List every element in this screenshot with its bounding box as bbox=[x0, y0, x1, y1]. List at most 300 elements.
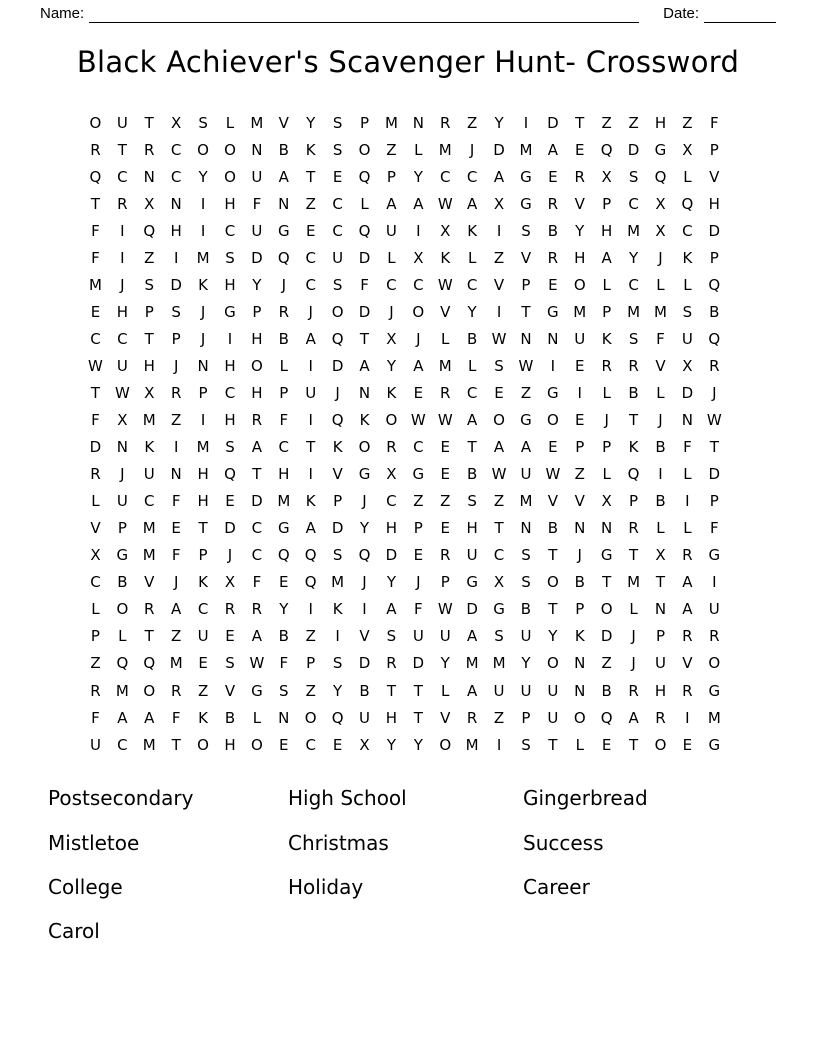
grid-letter: O bbox=[573, 708, 586, 727]
grid-letter: N bbox=[601, 519, 613, 538]
grid-letter: C bbox=[466, 275, 478, 294]
grid-letter: G bbox=[708, 735, 721, 754]
grid-letter: S bbox=[332, 113, 343, 132]
grid-letter: R bbox=[628, 681, 639, 700]
grid-letter: F bbox=[279, 411, 289, 430]
grid-letter: F bbox=[252, 194, 262, 213]
grid-letter: T bbox=[521, 302, 531, 321]
grid-letter: L bbox=[441, 681, 450, 700]
grid-letter: R bbox=[144, 140, 155, 159]
word-list bbox=[48, 776, 816, 954]
grid-letter: K bbox=[332, 438, 343, 457]
grid-letter: Z bbox=[171, 411, 182, 430]
grid-letter: M bbox=[654, 302, 667, 321]
grid-letter: U bbox=[116, 113, 128, 132]
grid-letter: N bbox=[547, 329, 559, 348]
grid-letter: Y bbox=[333, 681, 343, 700]
grid-letter: O bbox=[197, 735, 209, 754]
grid-letter: V bbox=[440, 708, 451, 727]
grid-letter: M bbox=[492, 654, 506, 673]
grid-letter: U bbox=[520, 627, 532, 646]
grid-letter: D bbox=[331, 356, 344, 375]
grid-letter: W bbox=[249, 654, 265, 673]
grid-letter: L bbox=[252, 708, 262, 727]
grid-letter: N bbox=[520, 519, 532, 538]
grid-letter: O bbox=[358, 438, 371, 457]
grid-letter: N bbox=[574, 681, 586, 700]
grid-letter: E bbox=[548, 167, 558, 186]
grid-letter: R bbox=[224, 600, 236, 619]
grid-letter: E bbox=[548, 275, 558, 294]
grid-letter: E bbox=[575, 411, 585, 430]
grid-letter: I bbox=[173, 438, 179, 457]
grid-letter: X bbox=[359, 735, 370, 754]
grid-letter: H bbox=[224, 275, 236, 294]
grid-letter: D bbox=[708, 221, 721, 240]
grid-letter: R bbox=[90, 465, 101, 484]
grid-letter: C bbox=[251, 519, 263, 538]
grid-letter: Q bbox=[627, 465, 640, 484]
grid-letter: N bbox=[251, 140, 263, 159]
grid-letter: U bbox=[116, 356, 128, 375]
grid-letter: Y bbox=[628, 248, 639, 267]
grid-letter: V bbox=[90, 519, 101, 538]
grid-letter: E bbox=[225, 627, 235, 646]
grid-letter: T bbox=[655, 573, 666, 592]
grid-letter: P bbox=[386, 167, 396, 186]
grid-letter: T bbox=[306, 167, 316, 186]
grid-letter: Q bbox=[116, 654, 129, 673]
grid-letter: K bbox=[574, 627, 585, 646]
grid-letter: V bbox=[224, 681, 236, 700]
grid-letter: X bbox=[655, 221, 666, 240]
grid-letter: M bbox=[438, 356, 452, 375]
grid-letter: Z bbox=[386, 140, 397, 159]
grid-letter: H bbox=[143, 356, 155, 375]
grid-letter: M bbox=[438, 140, 452, 159]
grid-letter: X bbox=[655, 194, 666, 213]
grid-letter: C bbox=[466, 167, 478, 186]
grid-letter: W bbox=[491, 465, 507, 484]
grid-letter: J bbox=[631, 654, 636, 673]
grid-letter: W bbox=[437, 194, 453, 213]
name-blank-line bbox=[89, 7, 639, 23]
grid-letter: I bbox=[120, 248, 125, 267]
grid-letter: S bbox=[521, 735, 531, 754]
grid-letter: R bbox=[117, 194, 128, 213]
grid-letter: X bbox=[144, 194, 155, 213]
grid-letter: S bbox=[332, 275, 343, 294]
grid-letter: J bbox=[173, 573, 179, 592]
grid-letter: O bbox=[493, 411, 505, 430]
grid-letter: G bbox=[251, 681, 263, 700]
grid-letter: Z bbox=[682, 113, 693, 132]
grid-letter: X bbox=[493, 194, 505, 213]
grid-letter: K bbox=[198, 275, 208, 294]
grid-letter: Z bbox=[574, 465, 585, 484]
grid-letter: S bbox=[198, 113, 208, 132]
grid-letter: C bbox=[224, 383, 236, 402]
grid-letter: P bbox=[171, 329, 181, 348]
grid-letter: S bbox=[225, 438, 235, 457]
grid-letter: E bbox=[305, 221, 316, 240]
grid-letter: H bbox=[601, 221, 613, 240]
grid-letter: O bbox=[116, 600, 129, 619]
grid-letter: C bbox=[413, 438, 424, 457]
grid-letter: O bbox=[546, 411, 559, 430]
grid-letter: T bbox=[548, 735, 558, 754]
grid-letter: E bbox=[494, 383, 504, 402]
grid-letter: B bbox=[628, 383, 639, 402]
grid-letter: F bbox=[171, 546, 181, 565]
grid-letter: L bbox=[279, 356, 288, 375]
word-list-item: College bbox=[48, 875, 123, 900]
grid-letter: T bbox=[602, 573, 612, 592]
grid-letter: X bbox=[655, 546, 666, 565]
grid-letter: E bbox=[198, 654, 208, 673]
grid-letter: M bbox=[465, 735, 479, 754]
grid-letter: D bbox=[412, 654, 425, 673]
grid-letter: W bbox=[114, 383, 130, 402]
grid-letter: T bbox=[90, 194, 101, 213]
grid-letter: R bbox=[144, 600, 155, 619]
grid-letter: B bbox=[278, 627, 289, 646]
grid-letter: U bbox=[89, 735, 101, 754]
grid-letter: I bbox=[523, 113, 529, 132]
grid-letter: L bbox=[683, 167, 692, 186]
grid-letter: Y bbox=[386, 573, 396, 592]
grid-letter: M bbox=[707, 708, 721, 727]
grid-letter: A bbox=[251, 438, 263, 457]
grid-letter: Y bbox=[413, 167, 423, 186]
grid-letter: L bbox=[467, 356, 477, 375]
grid-letter: L bbox=[656, 519, 665, 538]
grid-letter: M bbox=[142, 411, 156, 430]
grid-letter: B bbox=[224, 708, 236, 727]
grid-letter: Q bbox=[681, 194, 694, 213]
grid-letter: U bbox=[332, 248, 344, 267]
grid-letter: P bbox=[629, 492, 639, 511]
grid-letter: G bbox=[412, 465, 425, 484]
grid-letter: A bbox=[413, 194, 424, 213]
grid-letter: X bbox=[224, 573, 236, 592]
grid-letter: D bbox=[708, 465, 721, 484]
grid-letter: A bbox=[386, 194, 397, 213]
grid-letter: C bbox=[144, 492, 155, 511]
grid-letter: U bbox=[708, 600, 720, 619]
grid-letter: A bbox=[493, 167, 505, 186]
grid-letter: S bbox=[332, 546, 343, 565]
grid-letter: E bbox=[413, 546, 424, 565]
grid-letter: K bbox=[601, 329, 612, 348]
grid-letter: R bbox=[682, 546, 693, 565]
grid-letter: P bbox=[602, 438, 612, 457]
grid-letter: Q bbox=[277, 546, 290, 565]
grid-letter: K bbox=[305, 492, 316, 511]
grid-letter: B bbox=[601, 681, 612, 700]
grid-letter: J bbox=[281, 275, 287, 294]
grid-letter: K bbox=[359, 411, 370, 430]
grid-letter: B bbox=[655, 492, 666, 511]
grid-letter: F bbox=[91, 221, 100, 240]
grid-letter: R bbox=[655, 708, 666, 727]
grid-letter: Z bbox=[144, 248, 155, 267]
grid-letter: U bbox=[574, 329, 586, 348]
grid-letter: B bbox=[278, 140, 289, 159]
grid-letter: P bbox=[413, 519, 423, 538]
grid-letter: D bbox=[358, 654, 371, 673]
grid-letter: V bbox=[682, 654, 693, 673]
grid-letter: X bbox=[386, 465, 397, 484]
grid-letter: T bbox=[494, 519, 504, 538]
grid-letter: P bbox=[575, 438, 585, 457]
grid-letter: S bbox=[144, 275, 155, 294]
grid-letter: Z bbox=[601, 113, 612, 132]
grid-letter: R bbox=[601, 356, 612, 375]
grid-letter: G bbox=[654, 140, 667, 159]
grid-letter: U bbox=[547, 681, 559, 700]
grid-letter: I bbox=[335, 627, 340, 646]
grid-letter: M bbox=[519, 492, 533, 511]
grid-letter: Z bbox=[493, 708, 505, 727]
grid-letter: S bbox=[494, 627, 504, 646]
grid-letter: R bbox=[574, 167, 585, 186]
grid-letter: U bbox=[466, 546, 478, 565]
grid-letter: Z bbox=[305, 681, 316, 700]
grid-letter: B bbox=[466, 465, 478, 484]
grid-letter: D bbox=[547, 113, 559, 132]
grid-letter: M bbox=[627, 573, 641, 592]
grid-letter: F bbox=[709, 113, 719, 132]
grid-letter: U bbox=[116, 492, 128, 511]
grid-letter: G bbox=[466, 573, 478, 592]
grid-letter: O bbox=[224, 167, 236, 186]
grid-letter: L bbox=[118, 627, 127, 646]
grid-letter: T bbox=[575, 113, 585, 132]
grid-letter: J bbox=[577, 546, 582, 565]
grid-letter: I bbox=[173, 248, 179, 267]
grid-letter: L bbox=[467, 248, 477, 267]
grid-letter: V bbox=[359, 627, 370, 646]
grid-letter: U bbox=[412, 627, 424, 646]
grid-letter: V bbox=[144, 573, 155, 592]
grid-letter: L bbox=[91, 600, 100, 619]
grid-letter: A bbox=[278, 167, 289, 186]
grid-letter: P bbox=[709, 492, 719, 511]
grid-letter: Q bbox=[331, 708, 344, 727]
grid-letter: J bbox=[416, 329, 421, 348]
grid-letter: I bbox=[308, 465, 313, 484]
grid-letter: U bbox=[251, 167, 263, 186]
grid-letter: Z bbox=[305, 627, 316, 646]
wordsearch-grid bbox=[82, 109, 816, 758]
grid-letter: H bbox=[708, 194, 720, 213]
grid-letter: P bbox=[359, 113, 370, 132]
grid-letter: T bbox=[628, 411, 639, 430]
grid-letter: O bbox=[89, 113, 102, 132]
grid-letter: P bbox=[117, 519, 127, 538]
grid-letter: U bbox=[520, 681, 532, 700]
grid-letter: Y bbox=[548, 627, 558, 646]
grid-letter: O bbox=[250, 356, 263, 375]
grid-letter: I bbox=[712, 573, 717, 592]
grid-letter: Y bbox=[521, 654, 531, 673]
grid-letter: N bbox=[197, 356, 209, 375]
grid-letter: Y bbox=[386, 356, 396, 375]
grid-letter: E bbox=[225, 492, 235, 511]
grid-letter: O bbox=[143, 681, 156, 700]
grid-letter: L bbox=[414, 140, 423, 159]
grid-letter: L bbox=[683, 465, 692, 484]
grid-letter: V bbox=[547, 492, 558, 511]
grid-letter: C bbox=[117, 735, 128, 754]
grid-letter: P bbox=[575, 600, 585, 619]
grid-letter: P bbox=[521, 708, 531, 727]
grid-letter: A bbox=[413, 356, 424, 375]
grid-letter: K bbox=[332, 600, 343, 619]
grid-letter: G bbox=[277, 519, 290, 538]
grid-letter: C bbox=[117, 329, 128, 348]
grid-letter: A bbox=[305, 329, 316, 348]
grid-letter: G bbox=[600, 546, 613, 565]
grid-letter: P bbox=[655, 627, 665, 646]
grid-letter: D bbox=[385, 546, 398, 565]
grid-letter: D bbox=[681, 383, 694, 402]
grid-letter: S bbox=[682, 302, 693, 321]
grid-letter: I bbox=[685, 708, 690, 727]
grid-letter: T bbox=[198, 519, 208, 538]
grid-letter: S bbox=[225, 248, 235, 267]
name-label: Name: bbox=[40, 5, 85, 22]
grid-letter: E bbox=[279, 573, 289, 592]
grid-letter: Y bbox=[386, 735, 396, 754]
grid-letter: M bbox=[627, 302, 641, 321]
grid-letter: K bbox=[386, 383, 397, 402]
grid-letter: P bbox=[306, 654, 316, 673]
grid-letter: N bbox=[170, 465, 182, 484]
grid-letter: V bbox=[655, 356, 666, 375]
grid-letter: N bbox=[520, 329, 532, 348]
grid-letter: C bbox=[305, 275, 316, 294]
grid-letter: V bbox=[332, 465, 343, 484]
grid-letter: I bbox=[685, 492, 690, 511]
grid-letter: T bbox=[144, 627, 154, 646]
grid-letter: H bbox=[654, 113, 667, 132]
grid-letter: P bbox=[198, 546, 208, 565]
grid-letter: P bbox=[521, 275, 531, 294]
grid-letter: Y bbox=[494, 113, 504, 132]
grid-letter: B bbox=[709, 302, 720, 321]
grid-letter: T bbox=[709, 438, 719, 457]
grid-letter: H bbox=[251, 383, 263, 402]
grid-letter: A bbox=[386, 600, 397, 619]
grid-letter: B bbox=[520, 600, 532, 619]
grid-letter: M bbox=[88, 275, 102, 294]
grid-letter: R bbox=[251, 600, 263, 619]
grid-letter: J bbox=[227, 546, 233, 565]
grid-letter: I bbox=[308, 356, 313, 375]
grid-letter: Q bbox=[331, 411, 344, 430]
grid-letter: Y bbox=[279, 600, 289, 619]
grid-letter: H bbox=[224, 194, 236, 213]
grid-letter: M bbox=[196, 248, 210, 267]
grid-letter: Q bbox=[143, 221, 156, 240]
grid-letter: G bbox=[547, 383, 559, 402]
grid-letter: I bbox=[200, 411, 206, 430]
grid-letter: B bbox=[466, 329, 478, 348]
grid-letter: A bbox=[547, 140, 558, 159]
grid-letter: R bbox=[90, 681, 101, 700]
grid-letter: L bbox=[629, 600, 638, 619]
grid-letter: X bbox=[493, 573, 505, 592]
grid-letter: F bbox=[360, 275, 369, 294]
grid-letter: U bbox=[305, 383, 317, 402]
grid-letter: C bbox=[117, 167, 128, 186]
grid-letter: Y bbox=[306, 113, 316, 132]
grid-letter: J bbox=[389, 302, 394, 321]
grid-letter: T bbox=[628, 546, 639, 565]
grid-letter: K bbox=[198, 708, 208, 727]
grid-letter: L bbox=[656, 275, 665, 294]
grid-letter: T bbox=[548, 600, 558, 619]
grid-letter: C bbox=[170, 140, 182, 159]
grid-letter: V bbox=[440, 302, 451, 321]
grid-letter: C bbox=[628, 275, 639, 294]
grid-letter: R bbox=[709, 627, 720, 646]
grid-letter: D bbox=[89, 438, 102, 457]
word-list-item: Gingerbread bbox=[523, 786, 648, 811]
grid-letter: B bbox=[547, 519, 558, 538]
grid-letter: Q bbox=[277, 248, 290, 267]
grid-letter: M bbox=[277, 492, 291, 511]
word-list-column bbox=[288, 776, 523, 954]
grid-letter: J bbox=[712, 383, 717, 402]
grid-letter: Q bbox=[304, 546, 317, 565]
grid-letter: U bbox=[654, 654, 666, 673]
grid-letter: J bbox=[658, 411, 663, 430]
grid-letter: O bbox=[546, 654, 559, 673]
grid-letter: C bbox=[305, 735, 316, 754]
grid-letter: N bbox=[681, 411, 693, 430]
grid-letter: E bbox=[440, 519, 450, 538]
grid-letter: G bbox=[547, 302, 559, 321]
grid-letter: W bbox=[410, 411, 426, 430]
grid-letter: C bbox=[386, 492, 397, 511]
grid-letter: M bbox=[115, 681, 129, 700]
grid-letter: W bbox=[518, 356, 534, 375]
word-list-item: Mistletoe bbox=[48, 830, 140, 855]
grid-letter: O bbox=[439, 735, 452, 754]
grid-letter: Z bbox=[197, 681, 209, 700]
grid-letter: X bbox=[386, 329, 397, 348]
grid-letter: R bbox=[440, 546, 451, 565]
grid-letter: J bbox=[631, 627, 636, 646]
grid-letter: D bbox=[331, 519, 344, 538]
grid-letter: S bbox=[386, 627, 397, 646]
grid-letter: E bbox=[601, 735, 612, 754]
grid-letter: J bbox=[469, 140, 475, 159]
grid-letter: A bbox=[467, 411, 478, 430]
grid-letter: X bbox=[171, 113, 182, 132]
grid-letter: E bbox=[548, 438, 558, 457]
grid-letter: D bbox=[170, 275, 182, 294]
grid-letter: A bbox=[171, 600, 182, 619]
grid-letter: H bbox=[170, 221, 182, 240]
grid-letter: N bbox=[170, 194, 182, 213]
grid-letter: Z bbox=[413, 492, 424, 511]
grid-letter: Z bbox=[628, 113, 639, 132]
grid-letter: W bbox=[706, 411, 722, 430]
